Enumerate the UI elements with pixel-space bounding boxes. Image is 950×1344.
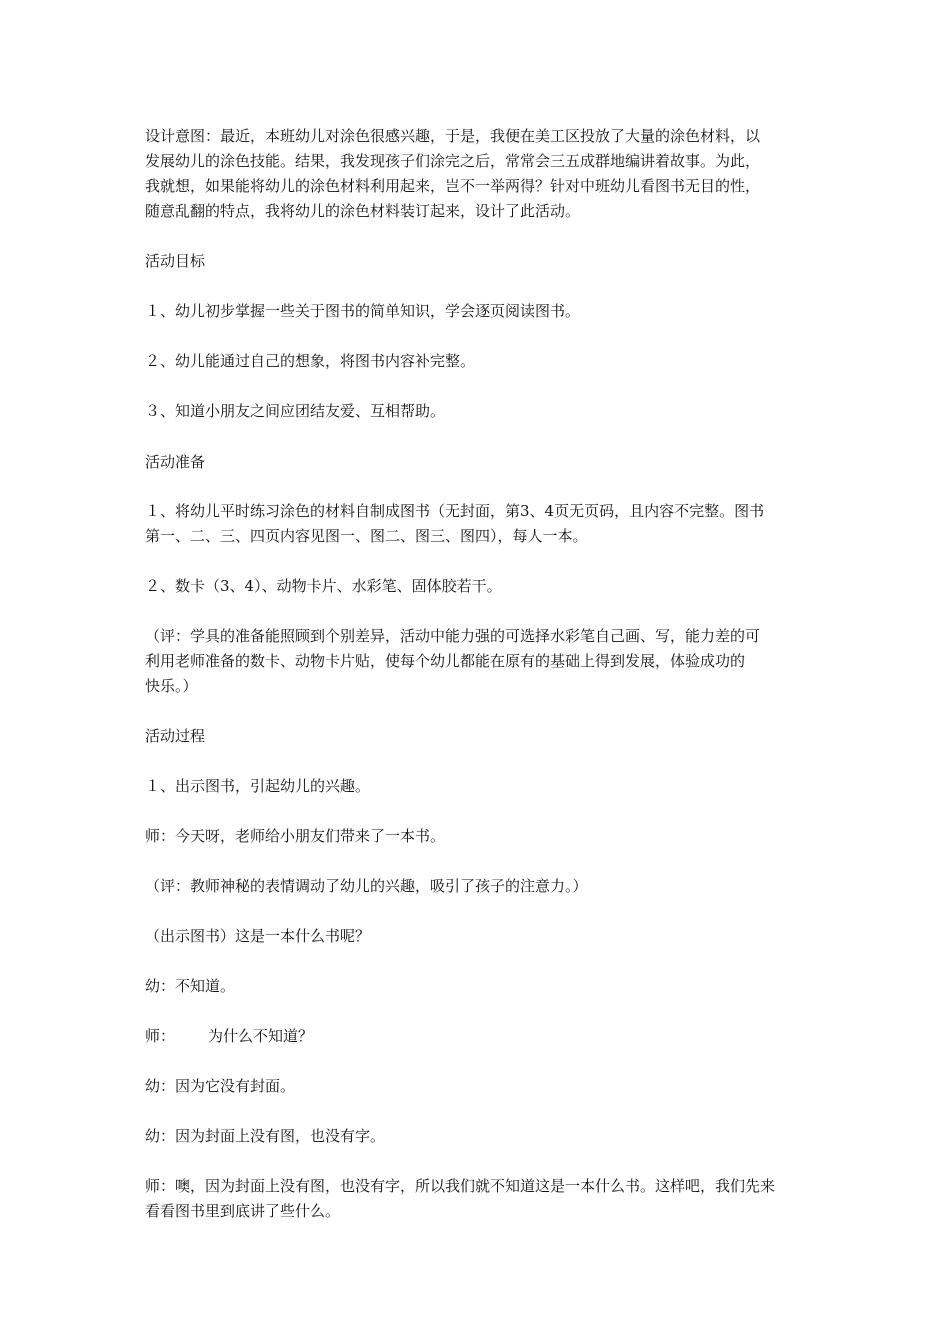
prep-item-1 — [145, 499, 810, 549]
teacher-speaker: 师： — [145, 1027, 176, 1045]
intro-line: 我就想，如果能将幼儿的涂色材料利用起来，岂不一举两得？针对中班幼儿看图书无目的性， — [145, 177, 761, 195]
teacher-line-3 — [145, 1024, 810, 1049]
process-step-1: １、出示图书，引起幼儿的兴趣。 — [145, 777, 371, 795]
teacher-line-4-text: 师：噢，因为封面上没有图，也没有字，所以我们就不知道这是一本什么书。这样吧，我们先来 — [145, 1177, 776, 1195]
prep-item-2: ２、数卡（3、4）、动物卡片、水彩笔、固体胶若干。 — [145, 577, 502, 595]
process-heading: 活动过程 — [145, 727, 206, 745]
goals-heading: 活动目标 — [145, 252, 206, 270]
child-line-3: 幼：因为封面上没有图，也没有字。 — [145, 1127, 386, 1145]
teacher-line-1: 师：今天呀，老师给小朋友们带来了一本书。 — [145, 827, 446, 845]
child-line-1: 幼：不知道。 — [145, 977, 236, 995]
intro-line: 随意乱翻的特点，我将幼儿的涂色材料装订起来，设计了此活动。 — [145, 202, 581, 220]
prep-heading: 活动准备 — [145, 453, 206, 471]
child-line-2: 幼：因为它没有封面。 — [145, 1077, 296, 1095]
prep-comment-line: 利用老师准备的数卡、动物卡片贴，使每个幼儿都能在原有的基础上得到发展，体验成功的 — [145, 652, 746, 670]
prep-comment-line: （评：学具的准备能照顾到个别差异，活动中能力强的可选择水彩笔自己画、写，能力差的可 — [145, 627, 761, 645]
goal-item-3: ３、知道小朋友之间应团结友爱、互相帮助。 — [145, 402, 446, 420]
comment-line-1: （评：教师神秘的表情调动了幼儿的兴趣，吸引了孩子的注意力。） — [145, 877, 588, 895]
teacher-line-4 — [145, 1174, 810, 1224]
intro-paragraph — [145, 124, 810, 224]
teacher-line-2: （出示图书）这是一本什么书呢？ — [145, 927, 371, 945]
intro-line: 发展幼儿的涂色技能。结果，我发现孩子们涂完之后，常常会三五成群地编讲着故事。为此， — [145, 152, 761, 170]
goal-item-2: ２、幼儿能通过自己的想象，将图书内容补完整。 — [145, 352, 476, 370]
teacher-question: 为什么不知道？ — [208, 1027, 314, 1045]
prep-comment-line: 快乐。） — [145, 677, 198, 695]
teacher-line-4-text: 看看图书里到底讲了些什么。 — [145, 1202, 341, 1220]
prep-item-1-line: １、将幼儿平时练习涂色的材料自制成图书（无封面，第3、4页无页码，且内容不完整。图书 — [145, 502, 765, 520]
goal-item-1: １、幼儿初步掌握一些关于图书的简单知识，学会逐页阅读图书。 — [145, 302, 581, 320]
prep-item-1-line: 第一、二、三、四页内容见图一、图二、图三、图四），每人一本。 — [145, 527, 588, 545]
prep-comment — [145, 624, 810, 699]
intro-line: 设计意图：最近，本班幼儿对涂色很感兴趣，于是，我便在美工区投放了大量的涂色材料，以 — [145, 127, 761, 145]
